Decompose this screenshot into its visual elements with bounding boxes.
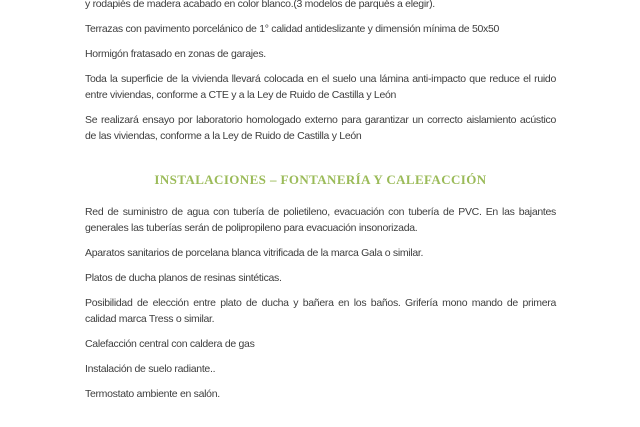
paragraph-red-suministro: Red de suministro de agua con tubería de polietileno, evacuación con tubería de PVC. En las bajantes generales las tuberías serán de polipropileno para evacuación insonorizada. <box>85 206 556 234</box>
paragraph-suelo-radiante: Instalación de suelo radiante.. <box>85 363 216 375</box>
paragraph-posibilidad-eleccion: Posibilidad de elección entre plato de ducha y bañera en los baños. Grifería mono mando de primera calidad marca Tress o similar. <box>85 297 556 325</box>
paragraph-lamina-anti-impacto: Toda la superficie de la vivienda llevará colocada en el suelo una lámina anti-impacto que reduce el ruido entre viviendas, conforme a CTE y a la Ley de Ruido de Castilla y León <box>85 73 556 101</box>
paragraph-hormigon: Hormigón fratasado en zonas de garajes. <box>85 48 266 60</box>
paragraph-ensayo-laboratorio: Se realizará ensayo por laboratorio homologado externo para garantizar un correcto aislamiento acústico de las viviendas, conforme a la Ley de Ruido de Castilla y León <box>85 114 556 142</box>
paragraph-aparatos-sanitarios: Aparatos sanitarios de porcelana blanca vitrificada de la marca Gala o similar. <box>85 247 424 259</box>
paragraph-rodapies-cut-top: y rodapiés de madera acabado en color blanco.(3 modelos de parqués a elegir). <box>85 0 435 10</box>
document-content <box>85 0 556 411</box>
section-heading-instalaciones: INSTALACIONES – FONTANERÍA Y CALEFACCIÓN <box>154 172 487 187</box>
paragraph-platos-ducha: Platos de ducha planos de resinas sintéticas. <box>85 272 282 284</box>
paragraph-termostato: Termostato ambiente en salón. <box>85 388 220 400</box>
paragraph-calefaccion-central: Calefacción central con caldera de gas <box>85 338 255 350</box>
paragraph-terrazas: Terrazas con pavimento porcelánico de 1° calidad antideslizante y dimensión mínima de 50x50 <box>85 23 500 35</box>
